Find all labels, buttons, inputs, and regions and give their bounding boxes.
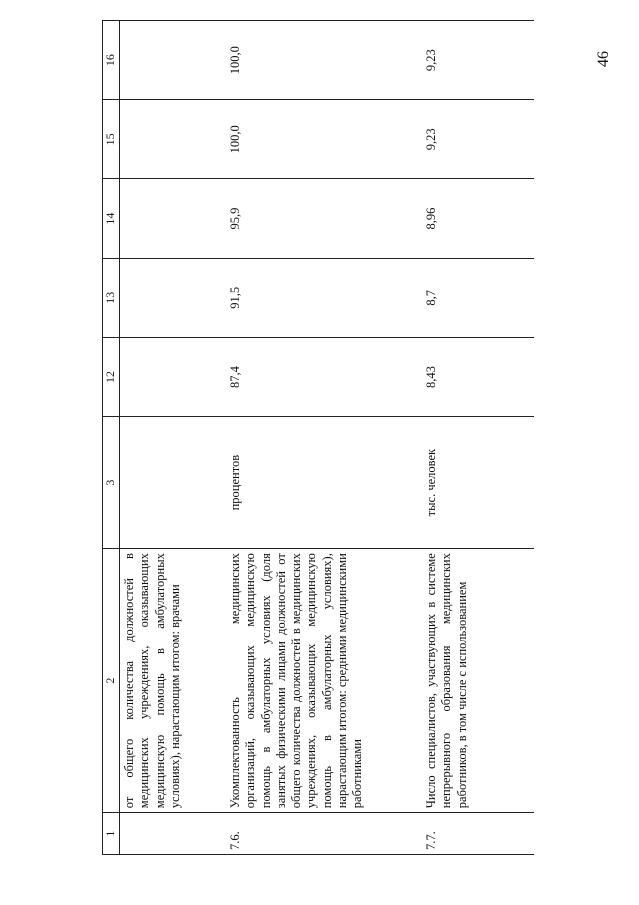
table-row [222, 21, 418, 855]
value-cell [120, 100, 223, 179]
value-cell: 87,4 [222, 337, 418, 416]
indicator-table [102, 20, 534, 855]
column-header: 1 [103, 813, 120, 855]
value-cell [120, 179, 223, 258]
page-number: 46 [595, 51, 612, 67]
value-cell: 100,0 [222, 100, 418, 179]
column-header: 2 [103, 549, 120, 813]
value-cell: 100,0 [222, 21, 418, 100]
row-number [120, 813, 223, 855]
row-number: 7.7. [418, 813, 534, 855]
value-cell: 9,23 [418, 100, 534, 179]
column-header: 16 [103, 21, 120, 100]
value-cell: 9,23 [418, 21, 534, 100]
value-cell [120, 337, 223, 416]
column-header: 15 [103, 100, 120, 179]
unit-cell [120, 417, 223, 549]
indicator-name: Число специалистов, участвующих в системе непрерывного образования медицинских работников, в том числе с использованием [418, 549, 534, 813]
row-number: 7.6. [222, 813, 418, 855]
value-cell: 8,96 [418, 179, 534, 258]
value-cell [120, 21, 223, 100]
column-header: 3 [103, 417, 120, 549]
table-header-row [103, 21, 120, 855]
table-frame [102, 20, 557, 855]
value-cell [120, 258, 223, 337]
value-cell: 8,7 [418, 258, 534, 337]
indicator-name: Укомплектованность медицинских организаций, оказывающих медицинскую помощь в амбулаторных условиях (доля занятых физическими лицами должностей от общего количества должностей в медицинских учреждениях, оказывающих медицинскую помощь в амбулаторных условиях), нарастающим итогом: средними медицинскими работниками [222, 549, 418, 813]
value-cell: 95,9 [222, 179, 418, 258]
value-cell: 91,5 [222, 258, 418, 337]
unit-cell: тыс. человек [418, 417, 534, 549]
table-row [120, 21, 223, 855]
table-row [418, 21, 534, 855]
column-header: 14 [103, 179, 120, 258]
value-cell: 8,43 [418, 337, 534, 416]
indicator-name: от общего количества должностей в медицинских учреждениях, оказывающих медицинскую помощь в амбулаторных условиях), нарастающим итогом: врачами [120, 549, 223, 813]
column-header: 13 [103, 258, 120, 337]
column-header: 12 [103, 337, 120, 416]
unit-cell: процентов [222, 417, 418, 549]
